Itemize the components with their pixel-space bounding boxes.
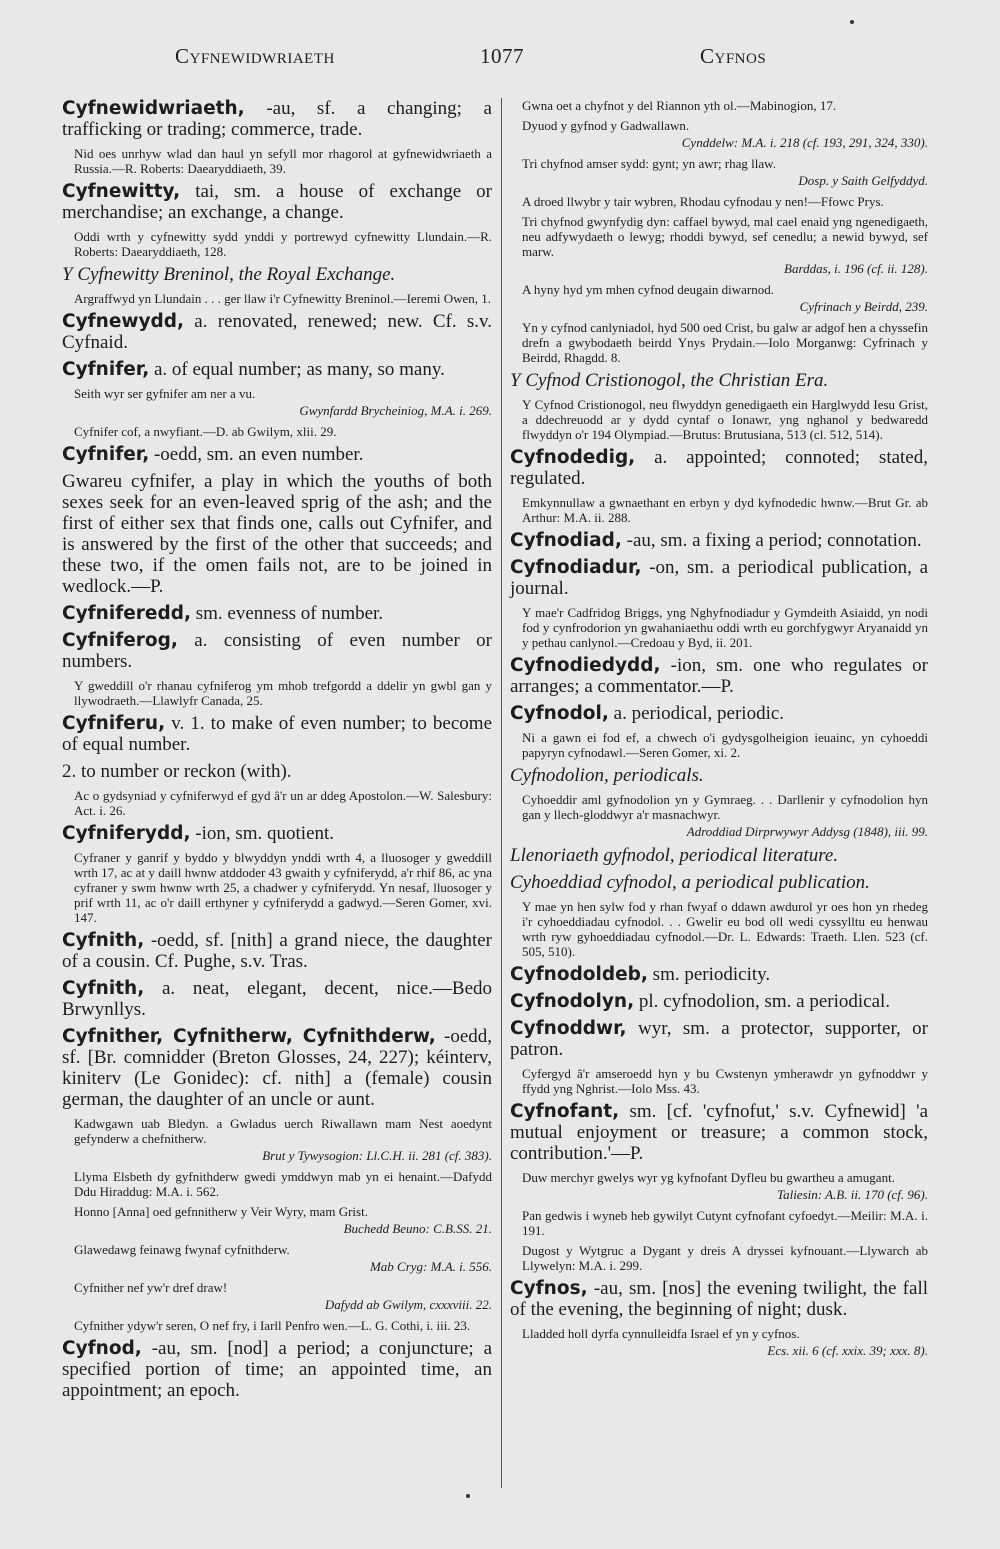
citation: Yn y cyfnod canlyniadol, hyd 500 oed Crist, bu galw ar adgof hen a chyssefin drefn a gwybodaeth beirdd Ynys Prydain.—Iolo Morganwg: Cyfrinach y Beirdd, Rhagdd. 8. [522,320,928,365]
headword: Cyfnewitty, [62,181,181,202]
dictionary-entry [510,703,928,724]
headword: Cyfnith, [62,930,145,951]
dictionary-entry [62,1026,492,1110]
citation: Y mae'r Cadfridog Briggs, yng Nghyfnodiadur y Gymdeith Asiaidd, yn nodi fod y cynfrodorion yn gwahaniaethu oddi wrth eu gorchfygwyr Aryanaidd yn y pethau canlynol.—Credoau y Byd, ii. 201. [522,605,928,650]
citation: Dugost y Wytgruc a Dygant y dreis A dryssei kyfnouant.—Llywarch ab Llywelyn: M.A. i. 299. [522,1243,928,1273]
paragraph: 2. to number or reckon (with). [62,761,292,782]
definition: -ion, sm. one who regulates or arranges; a commentator.—P. [510,655,928,697]
citation: Duw merchyr gwelys wyr yg kyfnofant Dyfleu bu gwartheu a amugant. [522,1170,895,1185]
dictionary-entry [510,1018,928,1060]
header-left-guideword: Cyfnewidwriaeth [175,44,335,68]
citation-source: Ecs. xii. 6 (cf. xxix. 39; xxx. 8). [767,1343,928,1358]
citation: Y mae yn hen sylw fod y rhan fwyaf o ddawn awdurol yr oes hon yn rhedeg i'r cyhoeddiadau cyfnodol. . . Gwelir eu bod oll wedi cyssylltu eu henwau wrth ryw gyhoeddiadau cyfnodol.—Dr. L. Edwards: Traeth. Llen. 523 (cf. 505, 510). [522,899,928,959]
definition: wyr, sm. a protector, supporter, or patron. [510,1018,928,1060]
speck [466,1494,470,1498]
citation-source: Gwynfardd Brycheiniog, M.A. i. 269. [299,403,492,418]
citation: Ni a gawn ei fod ef, a chwech o'i gydysgolheigion ieuainc, yn cyhoeddi papyryn cyfnodawl.—Seren Gomer, xi. 2. [522,730,928,760]
citation: Tri chyfnod gwynfydig dyn: caffael bywyd, mal cael enaid yng ngenedigaeth, neu adfywydaeth o lewyg; rhoddi bywyd, sef cenedlu; a newid bywyd, sef marw. [522,214,928,259]
headword: Cyfniferog, [62,630,178,651]
headword: Cyfnodiad, [510,530,622,551]
definition: a. consisting of even number or numbers. [62,630,492,672]
citation: A droed llwybr y tair wybren, Rhodau cyfnodau y nen!—Ffowc Prys. [522,194,884,209]
subentry: Cyhoeddiad cyfnodol, a periodical publication. [510,872,870,893]
headword: Cyfniferu, [62,713,166,734]
definition: a. of equal number; as many, so many. [149,359,445,380]
definition: -au, sf. a changing; a trafficking or trading; commerce, trade. [62,98,492,140]
citation: A hyny hyd ym mhen cyfnod deugain diwarnod. [522,282,775,297]
dictionary-entry [62,359,492,380]
citation: Argraffwyd yn Llundain . . . ger llaw i'r Cyfnewitty Breninol.—Ieremi Owen, 1. [74,291,492,306]
definition: a. neat, elegant, decent, nice.—Bedo Brwynllys. [62,978,492,1020]
headword: Cyfnewidwriaeth, [62,98,245,119]
headword: Cyfnifer, [62,359,150,380]
dictionary-entry [510,1101,928,1164]
citation-source: Cynddelw: M.A. i. 218 (cf. 193, 291, 324, 330). [681,135,928,150]
definition: a. renovated, renewed; new. Cf. s.v. Cyfnaid. [62,311,492,353]
definition: -oedd, sf. [nith] a grand niece, the daughter of a cousin. Cf. Pughe, s.v. Tras. [62,930,492,972]
headword: Cyfniferedd, [62,603,191,624]
citation: Gwna oet a chyfnot y del Riannon yth ol.—Mabinogion, 17. [522,98,837,113]
headword: Cyfnifer, [62,444,150,465]
headword: Cyfnith, [62,978,145,999]
dictionary-entry [510,447,928,489]
dictionary-entry [62,181,492,223]
dictionary-entry [510,964,928,985]
citation-source: Mab Cryg: M.A. i. 556. [369,1259,492,1274]
dictionary-entry [510,557,928,599]
page-number: 1077 [480,44,524,68]
headword: Cyfnodedig, [510,447,636,468]
citation: Y gweddill o'r rhanau cyfniferog ym mhob trefgordd a ddelir yn gwbl gan y llywodraeth.—Llawlyfr Canada, 25. [74,678,492,708]
definition: -oedd, sf. [Br. comnidder (Breton Glosses, 24, 227); kéinterv, kiniterv (Le Gonidec): cf. nith] a (female) cousin german, the daughter of an uncle or aunt. [62,1026,492,1110]
headword: Cyfnod, [62,1338,142,1359]
definition: pl. cyfnodolion, sm. a periodical. [634,991,891,1012]
citation: Tri chyfnod amser sydd: gynt; yn awr; rhag llaw. [522,156,776,171]
definition: -ion, sm. quotient. [190,823,335,844]
speck [850,20,854,24]
citation: Pan gedwis i wyneb heb gywilyt Cutynt cyfnofant cyfoedyt.—Meilir: M.A. i. 191. [522,1208,928,1238]
headword: Cyfnodoldeb, [510,964,648,985]
definition: sm. periodicity. [647,964,771,985]
running-header [70,44,940,78]
dictionary-entry [62,1338,492,1401]
citation: Llyma Elsbeth dy gyfnithderw gwedi ymddwyn mab yn ei henaint.—Dafydd Ddu Hiraddug: M.A. i. 562. [74,1169,492,1199]
citation-source: Brut y Tywysogion: Ll.C.H. ii. 281 (cf. 383). [262,1148,492,1163]
left-column [62,98,492,1407]
headword: Cyfnither, Cyfnitherw, Cyfnithderw, [62,1026,436,1047]
paragraph: Gwareu cyfnifer, a play in which the youths of both sexes seek for an even-leaved sprig of the ash; and the first of either sex that finds one, calls out Cyfnifer, and is answered by the first of the other that succeeds; and these two, if the omen fails not, are to be joined in wedlock.—P. [62,471,492,597]
dictionary-entry [62,713,492,755]
citation: Seith wyr ser gyfnifer am ner a vu. [74,386,256,401]
definition: v. 1. to make of even number; to become of equal number. [62,713,492,755]
definition: sm. [cf. 'cyfnofut,' s.v. Cyfnewid] 'a mutual enjoyment or treasure; a common stock, contribution.'—P. [510,1101,928,1164]
citation-source: Barddas, i. 196 (cf. ii. 128). [784,261,928,276]
definition: -au, sm. [nod] a period; a conjuncture; a specified portion of time; an appointed time, an appointment; an epoch. [62,1338,492,1401]
citation: Cyfergyd â'r amseroedd hyn y bu Cwstenyn ymherawdr yn gyfnoddwr y ffydd yng Nghrist.—Iolo Mss. 43. [522,1066,928,1096]
citation: Lladded holl dyrfa cynnulleidfa Israel ef yn y cyfnos. [522,1326,800,1341]
right-column [510,98,928,1364]
citation-source: Cyfrinach y Beirdd, 239. [799,299,928,314]
dictionary-entry [510,655,928,697]
subentry: Y Cyfnod Cristionogol, the Christian Era. [510,370,829,391]
definition: a. appointed; connoted; stated, regulated. [510,447,928,489]
citation: Honno [Anna] oed gefnnitherw y Veir Wyry, mam Grist. [74,1204,368,1219]
headword: Cyfnodiedydd, [510,655,661,676]
subentry: Llenoriaeth gyfnodol, periodical literature. [510,845,839,866]
citation: Oddi wrth y cyfnewitty sydd ynddi y portrewyd cyfnewitty Llundain.—R. Roberts: Daearyddiaeth, 128. [74,229,492,259]
dictionary-entry [510,991,928,1012]
citation-source: Dafydd ab Gwilym, cxxxviii. 22. [324,1297,492,1312]
citation: Glawedawg feinawg fwynaf cyfnithderw. [74,1242,290,1257]
citation: Nid oes unrhyw wlad dan haul yn sefyll mor rhagorol at gyfnewidwriaeth a Russia.—R. Roberts: Daearyddiaeth, 39. [74,146,492,176]
citation: Y Cyfnod Cristionogol, neu flwyddyn genedigaeth ein Harglwydd Iesu Grist, a ddechreuodd ar y dydd cyntaf o Ionawr, yng nghanol y bedwaredd flwyddyn o'r 194 Olympiad.—Brutus: Brutusiana, 513 (cl. 512, 514). [522,397,928,442]
citation: Cyfnifer cof, a nwyfiant.—D. ab Gwilym, xlii. 29. [74,424,337,439]
dictionary-entry [62,930,492,972]
headword: Cyfnodolyn, [510,991,635,1012]
headword: Cyfnos, [510,1278,588,1299]
citation: Kadwgawn uab Bledyn. a Gwladus uerch Riwallawn mam Nest aoedynt gefynderw a chefnitherw. [74,1116,492,1146]
subentry: Cyfnodolion, periodicals. [510,765,704,786]
definition: a. periodical, periodic. [608,703,785,724]
definition: -on, sm. a periodical publication, a journal. [510,557,928,599]
dictionary-entry [510,1278,928,1320]
definition: -au, sm. [nos] the evening twilight, the fall of the evening, the beginning of night; dusk. [510,1278,928,1320]
dictionary-entry [62,823,492,844]
definition: -oedd, sm. an even number. [149,444,364,465]
headword: Cyfnodol, [510,703,609,724]
citation-source: Buchedd Beuno: C.B.SS. 21. [343,1221,492,1236]
column-divider [501,98,502,1488]
headword: Cyfniferydd, [62,823,191,844]
definition: tai, sm. a house of exchange or merchandise; an exchange, a change. [62,181,492,223]
citation: Cyfnither ydyw'r seren, O nef fry, i Iarll Penfro wen.—L. G. Cothi, i. iii. 23. [74,1318,471,1333]
dictionary-entry [510,530,928,551]
citation: Dyuod y gyfnod y Gadwallawn. [522,118,690,133]
citation: Cyfnither nef yw'r dref draw! [74,1280,228,1295]
dictionary-entry [62,603,492,624]
citation: Cyfraner y ganrif y byddo y blwyddyn ynddi wrth 4, a lluosoger y gweddill wrth 17, ac at y daill hwnw atddoder 43 gwaith y cyfniferydd, a'r rhif 86, ac yna cyfraner y swm hwnw wrth 25, a chadwer y cyfniferydd. Yn nesaf, lluosoger y prif wrth 11, ac o'r daill erthyner y cyfniferydd a gadwyd.—Seren Gomer, xvi. 147. [74,850,492,925]
citation: Ac o gydsyniad y cyfniferwyd ef gyd â'r un ar ddeg Apostolon.—W. Salesbury: Act. i. 26. [74,788,492,818]
headword: Cyfnewydd, [62,311,185,332]
dictionary-entry [62,311,492,353]
dictionary-entry [62,630,492,672]
definition: sm. evenness of number. [190,603,384,624]
citation-source: Dosp. y Saith Gelfyddyd. [798,173,928,188]
headword: Cyfnodiadur, [510,557,642,578]
headword: Cyfnoddwr, [510,1018,627,1039]
citation-source: Taliesin: A.B. ii. 170 (cf. 96). [777,1187,928,1202]
citation: Emkynnullaw a gwnaethant en erbyn y dyd kyfnodedic hwnw.—Brut Gr. ab Arthur: M.A. ii. 288. [522,495,928,525]
header-right-guideword: Cyfnos [700,44,767,68]
dictionary-entry [62,98,492,140]
definition: -au, sm. a fixing a period; connotation. [621,530,922,551]
citation-source: Adroddiad Dirprwywyr Addysg (1848), iii. 99. [686,824,928,839]
citation: Cyhoeddir aml gyfnodolion yn y Gymraeg. . . Darllenir y cyfnodolion hyn gan y llech-gloddwyr a'r masnachwyr. [522,792,928,822]
headword: Cyfnofant, [510,1101,620,1122]
dictionary-entry [62,978,492,1020]
dictionary-entry [62,444,492,465]
subentry: Y Cyfnewitty Breninol, the Royal Exchange. [62,264,396,285]
